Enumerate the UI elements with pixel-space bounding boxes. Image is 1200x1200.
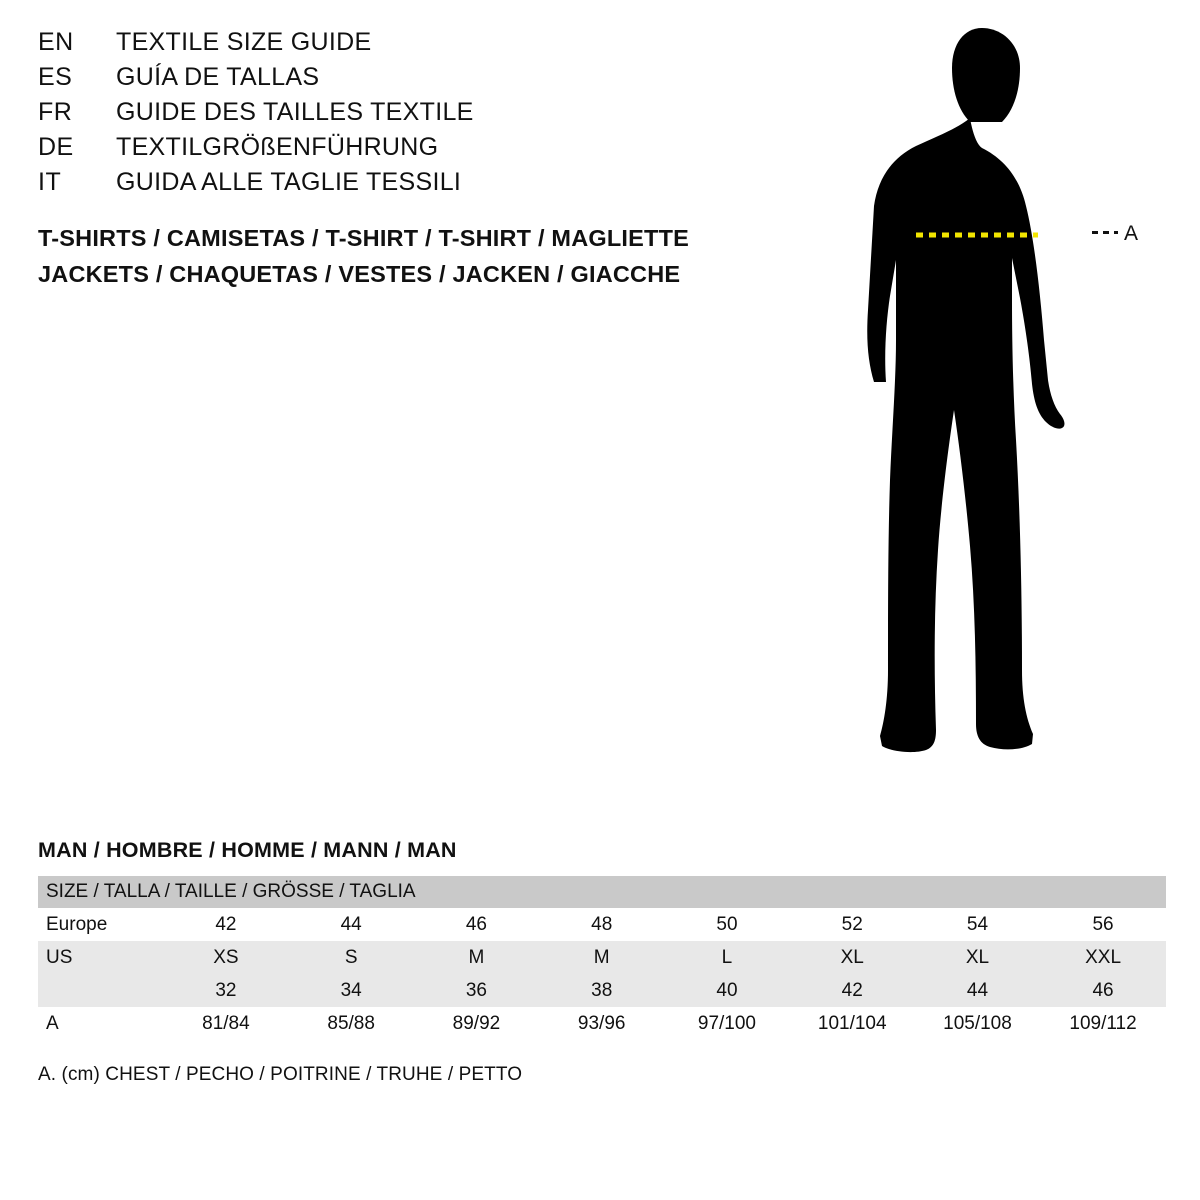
language-row-en [38, 28, 758, 63]
cell-us-4: M [539, 941, 664, 974]
language-row-es [38, 63, 758, 98]
cell-numeric-7: 44 [915, 974, 1040, 1007]
row-label-us: US [38, 941, 163, 974]
cell-a-2: 85/88 [289, 1007, 414, 1040]
cell-a-5: 97/100 [664, 1007, 789, 1040]
table-footnote: A. (cm) CHEST / PECHO / POITRINE / TRUHE / PETTO [38, 1064, 523, 1085]
language-row-de [38, 133, 758, 168]
cell-europe-6: 52 [790, 908, 915, 941]
cell-a-3: 89/92 [414, 1007, 539, 1040]
row-label-europe: Europe [38, 908, 163, 941]
table-row [38, 1007, 1166, 1040]
language-row-fr [38, 98, 758, 133]
garment-line-tshirts: T-SHIRTS / CAMISETAS / T-SHIRT / T-SHIRT / MAGLIETTE [38, 225, 689, 251]
row-label-numeric [38, 974, 163, 1007]
language-code-en: EN [38, 28, 74, 56]
language-text-fr: GUIDE DES TAILLES TEXTILE [116, 98, 474, 126]
cell-us-7: XL [915, 941, 1040, 974]
table-row [38, 908, 1166, 941]
cell-a-8: 109/112 [1040, 1007, 1166, 1040]
cell-us-5: L [664, 941, 789, 974]
cell-europe-2: 44 [289, 908, 414, 941]
cell-a-6: 101/104 [790, 1007, 915, 1040]
cell-europe-4: 48 [539, 908, 664, 941]
language-code-it: IT [38, 168, 62, 196]
cell-us-2: S [289, 941, 414, 974]
language-row-it [38, 168, 758, 203]
measure-label-a: A [1124, 222, 1139, 245]
cell-numeric-3: 36 [414, 974, 539, 1007]
cell-europe-8: 56 [1040, 908, 1166, 941]
table-row [38, 974, 1166, 1007]
table-row [38, 941, 1166, 974]
size-table [38, 876, 1166, 1040]
cell-numeric-5: 40 [664, 974, 789, 1007]
cell-numeric-8: 46 [1040, 974, 1166, 1007]
language-text-en: TEXTILE SIZE GUIDE [116, 28, 372, 56]
language-code-fr: FR [38, 98, 73, 126]
language-code-es: ES [38, 63, 73, 91]
cell-a-7: 105/108 [915, 1007, 1040, 1040]
language-list [38, 28, 758, 203]
language-code-de: DE [38, 133, 74, 161]
cell-a-4: 93/96 [539, 1007, 664, 1040]
cell-us-6: XL [790, 941, 915, 974]
language-text-es: GUÍA DE TALLAS [116, 63, 320, 91]
language-text-de: TEXTILGRÖßENFÜHRUNG [116, 133, 439, 161]
table-caption: MAN / HOMBRE / HOMME / MANN / MAN [38, 838, 457, 862]
cell-numeric-1: 32 [163, 974, 288, 1007]
cell-a-1: 81/84 [163, 1007, 288, 1040]
cell-europe-5: 50 [664, 908, 789, 941]
body-silhouette [830, 10, 1190, 790]
cell-numeric-2: 34 [289, 974, 414, 1007]
cell-us-3: M [414, 941, 539, 974]
size-table-section [38, 838, 1166, 1086]
cell-numeric-6: 42 [790, 974, 915, 1007]
language-text-it: GUIDA ALLE TAGLIE TESSILI [116, 168, 462, 196]
table-header-row [38, 876, 1166, 908]
measure-leader-line [1092, 231, 1118, 234]
cell-europe-3: 46 [414, 908, 539, 941]
garment-line-jackets: JACKETS / CHAQUETAS / VESTES / JACKEN / GIACCHE [38, 261, 681, 287]
cell-europe-7: 54 [915, 908, 1040, 941]
garment-type-list [38, 220, 689, 292]
cell-europe-1: 42 [163, 908, 288, 941]
cell-us-8: XXL [1040, 941, 1166, 974]
table-header-label: SIZE / TALLA / TAILLE / GRÖSSE / TAGLIA [38, 876, 1166, 908]
row-label-a: A [38, 1007, 163, 1040]
cell-us-1: XS [163, 941, 288, 974]
cell-numeric-4: 38 [539, 974, 664, 1007]
